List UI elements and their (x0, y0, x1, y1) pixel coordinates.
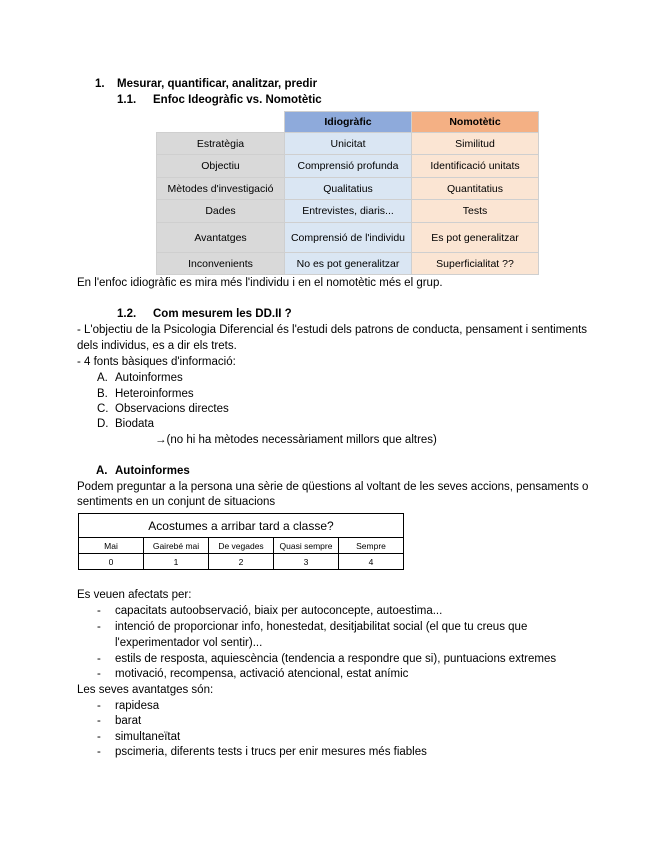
scale-label: De vegades (209, 538, 274, 554)
list-item: capacitats autoobservació, biaix per autoconcepte, autoestima... (115, 605, 443, 617)
scale-label: Sempre (339, 538, 404, 554)
scale-label: Gairebé mai (144, 538, 209, 554)
list-item: Autoinformes (115, 372, 183, 384)
table-cell: No es pot generalitzar (285, 253, 412, 275)
section-1-2-number: 1.2. (117, 308, 137, 320)
bullet-dash: - (97, 605, 101, 617)
paragraph-fonts: - 4 fonts bàsiques d'informació: (77, 356, 236, 368)
table-cell: Tests (412, 200, 539, 223)
table-header-cell (157, 112, 285, 133)
list-item: estils de resposta, aquiescència (tendencia a respondre que si), puntuacions extremes (115, 653, 557, 665)
section-1-1-number: 1.1. (117, 94, 137, 106)
enfoc-note: En l'enfoc idiogràfic es mira més l'individu i en el nomotètic més el grup. (77, 277, 443, 289)
table-header-cell: Nomotètic (412, 112, 539, 133)
table-cell: Similitud (412, 133, 539, 155)
section-1-number: 1. (95, 78, 105, 90)
table-row (157, 200, 539, 223)
table-row (157, 155, 539, 178)
list-item: Heteroinformes (115, 388, 194, 400)
scale-value: 3 (274, 554, 339, 570)
bullet-dash: - (97, 621, 101, 633)
bullet-dash: - (97, 668, 101, 680)
advantages-intro: Les seves avantatges són: (77, 684, 214, 696)
bullet-dash: - (97, 700, 101, 712)
list-item: Biodata (115, 418, 155, 430)
table-cell: Quantitatius (412, 178, 539, 200)
section-a-number: A. (96, 465, 108, 477)
list-item: pscimeria, diferents tests i trucs per enir mesures més fiables (115, 746, 427, 758)
fonts-note: →(no hi ha mètodes necessàriament millors que altres) (155, 434, 437, 446)
table-row (157, 223, 539, 253)
list-marker: B. (97, 388, 108, 400)
scale-question: Acostumes a arribar tard a classe? (79, 514, 404, 538)
list-marker: C. (97, 403, 109, 415)
scale-values-row (79, 554, 404, 570)
table-cell: Es pot generalitzar (412, 223, 539, 253)
table-cell: Estratègia (157, 133, 285, 155)
table-row (157, 253, 539, 275)
autoinformes-paragraph-line-2: sentiments en un conjunt de situacions (77, 496, 276, 508)
bullet-dash: - (97, 653, 101, 665)
affected-intro: Es veuen afectats per: (77, 589, 192, 601)
table-cell: Inconvenients (157, 253, 285, 275)
list-item-continuation: l'experimentador vol sentir)... (115, 637, 263, 649)
bullet-dash: - (97, 746, 101, 758)
scale-labels-row (79, 538, 404, 554)
list-marker: A. (97, 372, 108, 384)
table-row (157, 178, 539, 200)
list-item: simultaneïtat (115, 731, 181, 743)
table-cell: Unicitat (285, 133, 412, 155)
paragraph-objectiu-line-1: - L'objectiu de la Psicologia Diferencial és l'estudi dels patrons de conducta, pensament i sentiments (77, 324, 588, 336)
list-item: Observacions directes (115, 403, 229, 415)
table-header-row (157, 112, 539, 133)
table-cell: Entrevistes, diaris... (285, 200, 412, 223)
list-marker: D. (97, 418, 109, 430)
table-row (157, 133, 539, 155)
table-cell: Identificació unitats (412, 155, 539, 178)
section-a-title: Autoinformes (115, 465, 190, 477)
autoinformes-paragraph-line-1: Podem preguntar a la persona una sèrie de qüestions al voltant de les seves accions, pensaments o (77, 481, 589, 493)
table-cell: Comprensió profunda (285, 155, 412, 178)
table-cell: Qualitatius (285, 178, 412, 200)
list-item: motivació, recompensa, activació atencional, estat anímic (115, 668, 409, 680)
table-header-cell: Idiogràfic (285, 112, 412, 133)
scale-question-row (79, 514, 404, 538)
section-1-title: Mesurar, quantificar, analitzar, predir (117, 78, 318, 90)
list-item: rapidesa (115, 700, 160, 712)
table-cell: Comprensió de l'individu (285, 223, 412, 253)
table-cell: Mètodes d'investigació (157, 178, 285, 200)
table-cell: Avantatges (157, 223, 285, 253)
list-item: barat (115, 715, 142, 727)
table-cell: Dades (157, 200, 285, 223)
likert-scale-table (78, 513, 404, 570)
scale-value: 2 (209, 554, 274, 570)
comparison-table (156, 111, 539, 275)
scale-value: 1 (144, 554, 209, 570)
scale-label: Mai (79, 538, 144, 554)
section-1-2-title: Com mesurem les DD.II ? (153, 308, 292, 320)
paragraph-objectiu-line-2: dels individus, es a dir els trets. (77, 340, 237, 352)
bullet-dash: - (97, 731, 101, 743)
scale-label: Quasi sempre (274, 538, 339, 554)
section-1-1-title: Enfoc Ideogràfic vs. Nomotètic (153, 94, 322, 106)
table-cell: Objectiu (157, 155, 285, 178)
table-cell: Superficialitat ?? (412, 253, 539, 275)
scale-value: 0 (79, 554, 144, 570)
bullet-dash: - (97, 715, 101, 727)
list-item: intenció de proporcionar info, honestedat, desitjabilitat social (el que tu creus que (115, 621, 528, 633)
scale-value: 4 (339, 554, 404, 570)
